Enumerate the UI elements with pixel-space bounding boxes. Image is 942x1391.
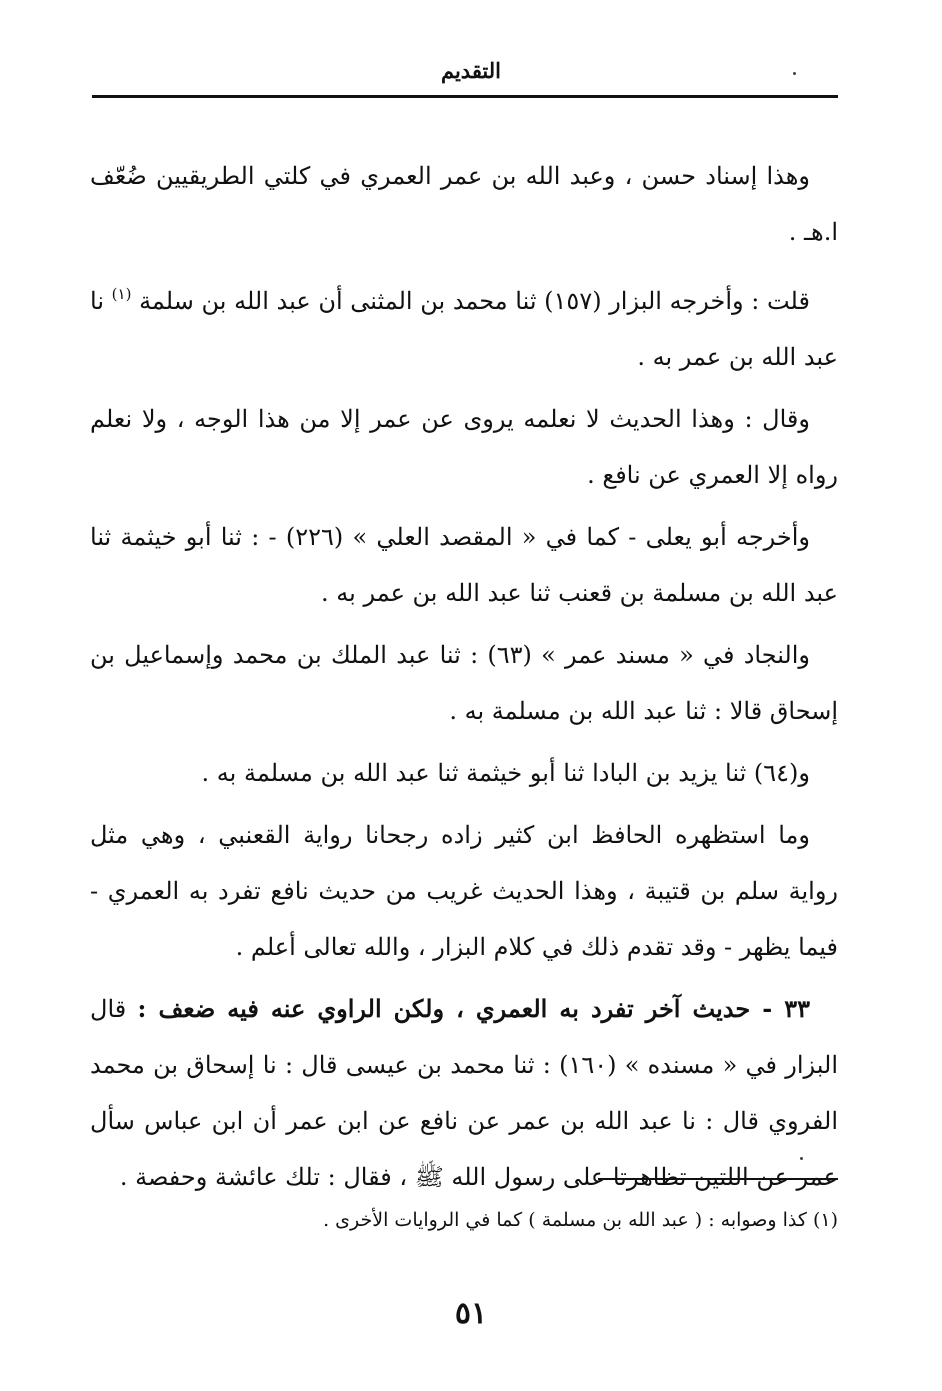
footnote-marker: (١) xyxy=(111,285,132,303)
header-rule xyxy=(92,95,838,98)
paragraph: وهذا إسناد حسن ، وعبد الله بن عمر العمري في كلتي الطريقيين ضُعّف ا.هـ . xyxy=(90,162,838,246)
paragraph: وأخرجه أبو يعلى - كما في « المقصد العلي » (٢٢٦) - : ثنا أبو خيثمة ثنا عبد الله بن مسلمة بن قعنب ثنا عبد الله بن عمر به . xyxy=(90,523,838,607)
page-number: ٥١ xyxy=(454,1296,488,1331)
footnote-rule xyxy=(598,1178,838,1180)
paragraph: وما استظهره الحافظ ابن كثير زاده رجحانا رواية القعنبي ، وهي مثل رواية سلم بن قتيبة ، وهذا الحديث غريب من حديث نافع تفرد به العمري - فيما يظهر - وقد تقدم ذلك في كلام البزار ، والله تعالى أعلم . xyxy=(90,821,838,961)
paragraph-text: قال البزار في « مسنده » (١٦٠) : ثنا محمد بن عيسى قال : نا إسحاق بن محمد الفروي قال : نا عبد الله بن عمر عن نافع عن ابن عمر أن ابن عباس سأل عمر عن اللتين تظاهرتا على رسول الله ﷺ ، فقال : تلك عائشة وحفصة . xyxy=(90,995,838,1191)
paragraph xyxy=(90,981,838,1205)
running-header: التقديم xyxy=(440,58,502,83)
paragraph: وقال : وهذا الحديث لا نعلمه يروى عن عمر إلا من هذا الوجه ، ولا نعلم رواه إلا العمري عن نافع . xyxy=(90,405,838,489)
paragraph: و(٦٤) ثنا يزيد بن البادا ثنا أبو خيثمة ثنا عبد الله بن مسلمة به . xyxy=(201,759,810,787)
footnote: (١) كذا وصوابه : ( عبد الله بن مسلمة ) كما في الروايات الأخرى . xyxy=(323,1209,838,1231)
paragraph-text: قلت : وأخرجه البزار (١٥٧) ثنا محمد بن المثنى أن عبد الله بن سلمة xyxy=(139,287,810,315)
main-text xyxy=(90,148,838,1211)
paragraph xyxy=(90,266,838,385)
paragraph: والنجاد في « مسند عمر » (٦٣) : ثنا عبد الملك بن محمد وإسماعيل بن إسحاق قالا : ثنا عبد الله بن مسلمة به . xyxy=(90,641,838,725)
paragraph-text: نا عبد الله بن عمر به . xyxy=(90,287,838,371)
section-heading: ٣٣ - حديث آخر تفرد به العمري ، ولكن الراوي عنه فيه ضعف : xyxy=(137,994,810,1023)
